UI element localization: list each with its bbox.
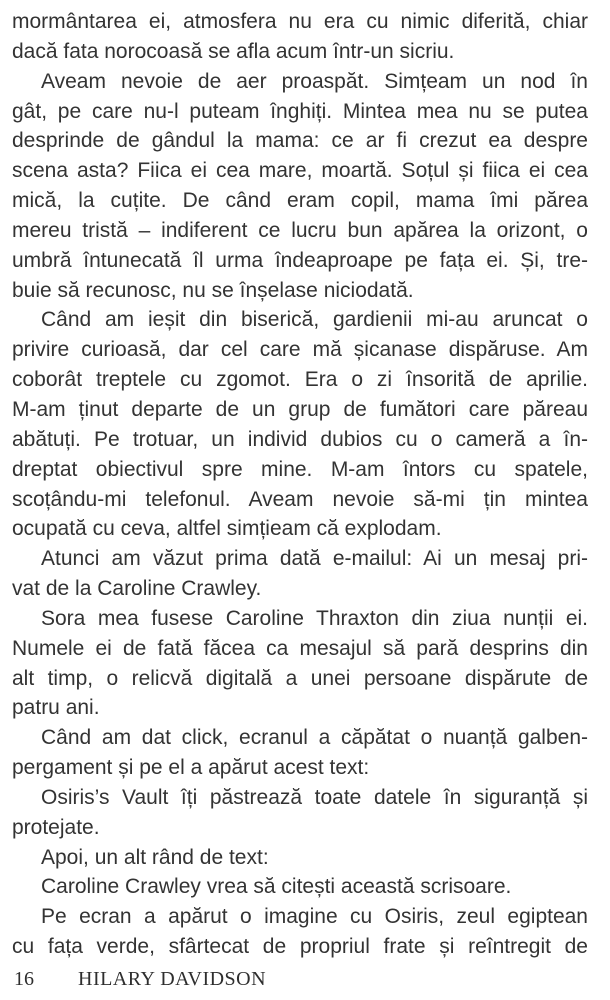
text-line: scoțându-mi telefonul. Aveam nevoie să-mi țin mintea bbox=[12, 487, 588, 511]
text-line: M-am ținut departe de un grup de fumători care păreau bbox=[12, 397, 588, 421]
text-line: protejate. bbox=[12, 815, 100, 839]
running-header: HILARY DAVIDSON bbox=[78, 968, 267, 990]
text-line: gât, pe care nu-l puteam înghiți. Mintea mea nu se putea bbox=[12, 99, 588, 123]
text-line: dreptat obiectivul spre mine. M-am întors cu spatele, bbox=[12, 457, 588, 481]
text-line: coborât treptele cu zgomot. Era o zi însorită de aprilie. bbox=[12, 368, 588, 392]
text-line: Numele ei de fată făcea ca mesajul să pară desprins din bbox=[12, 636, 588, 660]
body-text bbox=[12, 7, 588, 962]
text-line: alt timp, o relicvă digitală a unei persoane dispărute de bbox=[12, 666, 588, 690]
text-line: pergament și pe el a apărut acest text: bbox=[12, 756, 370, 780]
text-line: Apoi, un alt rând de text: bbox=[41, 845, 269, 869]
page-number: 16 bbox=[14, 968, 34, 990]
text-line: desprinde de gândul la mama: ce ar fi crezut ea despre bbox=[12, 129, 588, 153]
text-line: Când am ieșit din biserică, gardienii mi-au aruncat o bbox=[41, 308, 588, 332]
text-line: Pe ecran a apărut o imagine cu Osiris, zeul egiptean bbox=[41, 905, 588, 929]
text-line: Caroline Crawley vrea să citești această scrisoare. bbox=[41, 875, 512, 899]
text-line: Osiris’s Vault îți păstrează toate datele în siguranță și bbox=[41, 785, 588, 809]
text-line: vat de la Caroline Crawley. bbox=[12, 577, 262, 601]
text-line: buie să recunosc, nu se înșelase niciodată. bbox=[12, 278, 414, 302]
text-line: cu fața verde, sfârtecat de propriul frate și reîntregit de bbox=[12, 935, 588, 959]
text-line: umbră întunecată îl urma îndeaproape pe fața ei. Și, tre- bbox=[12, 248, 588, 272]
text-line: Aveam nevoie de aer proaspăt. Simțeam un nod în bbox=[41, 69, 588, 93]
text-line: mică, la cuțite. De când eram copil, mama îmi părea bbox=[12, 189, 588, 213]
text-line: Când am dat click, ecranul a căpătat o nuanță galben- bbox=[41, 726, 588, 750]
text-line: ocupată cu ceva, altfel simțieam că explodam. bbox=[12, 517, 442, 541]
text-line: Sora mea fusese Caroline Thraxton din ziua nunții ei. bbox=[41, 606, 588, 630]
text-line: mormântarea ei, atmosfera nu era cu nimic diferită, chiar bbox=[12, 10, 588, 33]
text-line: patru ani. bbox=[12, 696, 100, 720]
text-line: privire curioasă, dar cel care mă șicanase dispăruse. Am bbox=[12, 338, 588, 362]
text-line: dacă fata norocoasă se afla acum într-un sicriu. bbox=[12, 39, 455, 63]
text-line: scena asta? Fiica ei cea mare, moartă. Soțul și fiica ei cea bbox=[12, 159, 588, 183]
text-line: abătuți. Pe trotuar, un individ dubios cu o cameră a în- bbox=[12, 427, 588, 451]
text-line: Atunci am văzut prima dată e-mailul: Ai un mesaj pri- bbox=[41, 547, 588, 571]
text-line: mereu tristă – indiferent ce lucru bun apărea la orizont, o bbox=[12, 218, 588, 242]
page-footer bbox=[12, 963, 588, 995]
